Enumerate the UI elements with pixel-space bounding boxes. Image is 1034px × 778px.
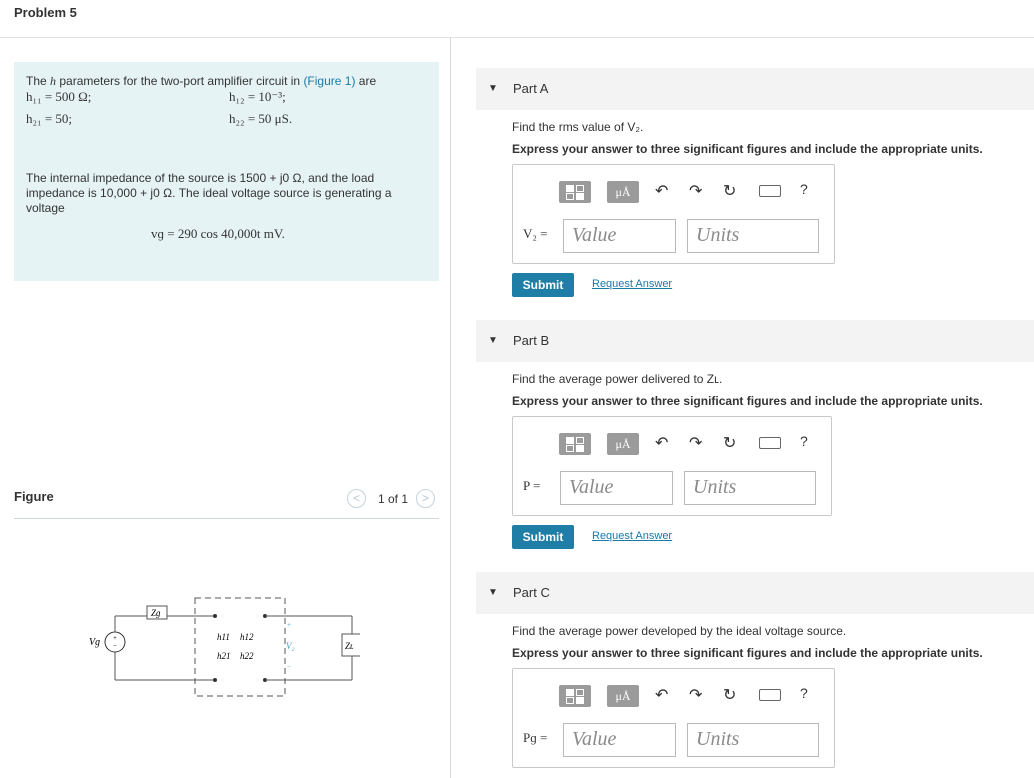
reset-icon[interactable]: ↻ [723, 435, 737, 452]
templates-icon[interactable] [559, 181, 591, 203]
zl-label: Zʟ [345, 641, 354, 651]
figure-label: Figure [14, 489, 54, 504]
part-a-answer-box [512, 164, 835, 264]
keyboard-icon[interactable] [759, 689, 781, 701]
undo-icon[interactable]: ↶ [655, 183, 669, 200]
intro-text-2: parameters for the two-port amplifier circuit in [56, 74, 304, 88]
help-icon[interactable]: ? [800, 433, 808, 449]
part-a-header[interactable] [476, 68, 1034, 110]
h11-value: h₁₁ = 500 Ω; [26, 89, 92, 104]
intro-h-symbol: h [50, 74, 57, 88]
request-answer-link[interactable]: Request Answer [592, 278, 673, 290]
figure-toolbar [14, 489, 439, 519]
submit-button[interactable]: Submit [512, 525, 574, 549]
help-icon[interactable]: ? [800, 181, 808, 197]
v2-label: V₂ [286, 641, 295, 651]
collapse-triangle-icon[interactable]: ▼ [488, 335, 498, 346]
source-voltage: vɡ = 290 cos 40,000t mV. [151, 226, 285, 241]
h12-value: h₁₂ = 10⁻³; [229, 89, 286, 104]
units-input[interactable]: Units [687, 219, 819, 253]
redo-icon[interactable]: ↷ [689, 687, 703, 704]
part-c-question: Find the average power developed by the ideal voltage source. [512, 624, 847, 638]
part-b-answer-box [512, 416, 832, 516]
value-input[interactable]: Value [563, 219, 676, 253]
part-c-header[interactable] [476, 572, 1034, 614]
v2-var-label: V₂ = [523, 226, 548, 241]
figure-count: 1 of 1 [378, 492, 409, 506]
problem-intro [26, 74, 376, 89]
intro-text: The [26, 74, 51, 88]
source-plus: + [113, 634, 117, 642]
terminal-1 [213, 614, 217, 618]
next-figure-button[interactable]: > [416, 489, 435, 508]
problem-statement [14, 62, 439, 281]
part-c-title: Part C [513, 585, 550, 600]
units-input[interactable]: Units [687, 723, 819, 757]
units-icon[interactable]: μÅ [607, 181, 639, 203]
zg-label: Zɡ [151, 608, 161, 618]
units-icon[interactable]: μÅ [607, 685, 639, 707]
problem-header [0, 0, 1034, 38]
p-var-label: P = [523, 478, 541, 493]
vg-label: Vɡ [89, 637, 101, 648]
part-b-title: Part B [513, 333, 550, 348]
part-b-instruction: Express your answer to three significant figures and include the appropriate units. [512, 394, 983, 408]
help-icon[interactable]: ? [800, 685, 808, 701]
templates-icon[interactable] [559, 433, 591, 455]
source-minus: − [113, 642, 117, 650]
terminal-1b [213, 678, 217, 682]
reset-icon[interactable]: ↻ [723, 687, 737, 704]
part-b-question: Find the average power delivered to Zʟ. [512, 372, 723, 386]
reset-icon[interactable]: ↻ [723, 183, 737, 200]
h12-label: h12 [240, 632, 254, 642]
prev-figure-button[interactable]: < [347, 489, 366, 508]
value-input[interactable]: Value [560, 471, 673, 505]
h21-label: h21 [217, 651, 231, 661]
undo-icon[interactable]: ↶ [655, 435, 669, 452]
part-a-instruction: Express your answer to three significant figures and include the appropriate units. [512, 142, 983, 156]
h11-label: h11 [217, 632, 230, 642]
h21-value: h₂₁ = 50; [26, 111, 73, 126]
redo-icon[interactable]: ↷ [689, 183, 703, 200]
part-b-header[interactable] [476, 320, 1034, 362]
submit-button[interactable]: Submit [512, 273, 574, 297]
units-input[interactable]: Units [684, 471, 816, 505]
part-c-answer-box [512, 668, 835, 768]
figure-link[interactable]: (Figure 1) [303, 74, 356, 88]
units-icon[interactable]: μÅ [607, 433, 639, 455]
circuit-diagram [80, 555, 360, 700]
templates-icon[interactable] [559, 685, 591, 707]
request-answer-link[interactable]: Request Answer [592, 530, 673, 542]
v2-minus: − [287, 663, 291, 671]
redo-icon[interactable]: ↷ [689, 435, 703, 452]
h22-value: h₂₂ = 50 μS. [229, 111, 293, 126]
part-a-title: Part A [513, 81, 549, 96]
collapse-triangle-icon[interactable]: ▼ [488, 587, 498, 598]
source-description: The internal impedance of the source is 1500 + j0 Ω, and the load impedance is 10,000 + j0 Ω. The ideal voltage source is generating a voltage [26, 171, 392, 215]
value-input[interactable]: Value [563, 723, 676, 757]
two-port-box [195, 598, 285, 696]
keyboard-icon[interactable] [759, 437, 781, 449]
pg-var-label: Pɡ = [523, 730, 548, 745]
h22-label: h22 [240, 651, 254, 661]
collapse-triangle-icon[interactable]: ▼ [488, 83, 498, 94]
undo-icon[interactable]: ↶ [655, 687, 669, 704]
part-a-question: Find the rms value of V₂. [512, 120, 644, 134]
problem-title: Problem 5 [14, 5, 77, 20]
part-c-instruction: Express your answer to three significant figures and include the appropriate units. [512, 646, 983, 660]
intro-text-3: are [355, 74, 377, 88]
v2-plus: + [287, 621, 291, 629]
keyboard-icon[interactable] [759, 185, 781, 197]
